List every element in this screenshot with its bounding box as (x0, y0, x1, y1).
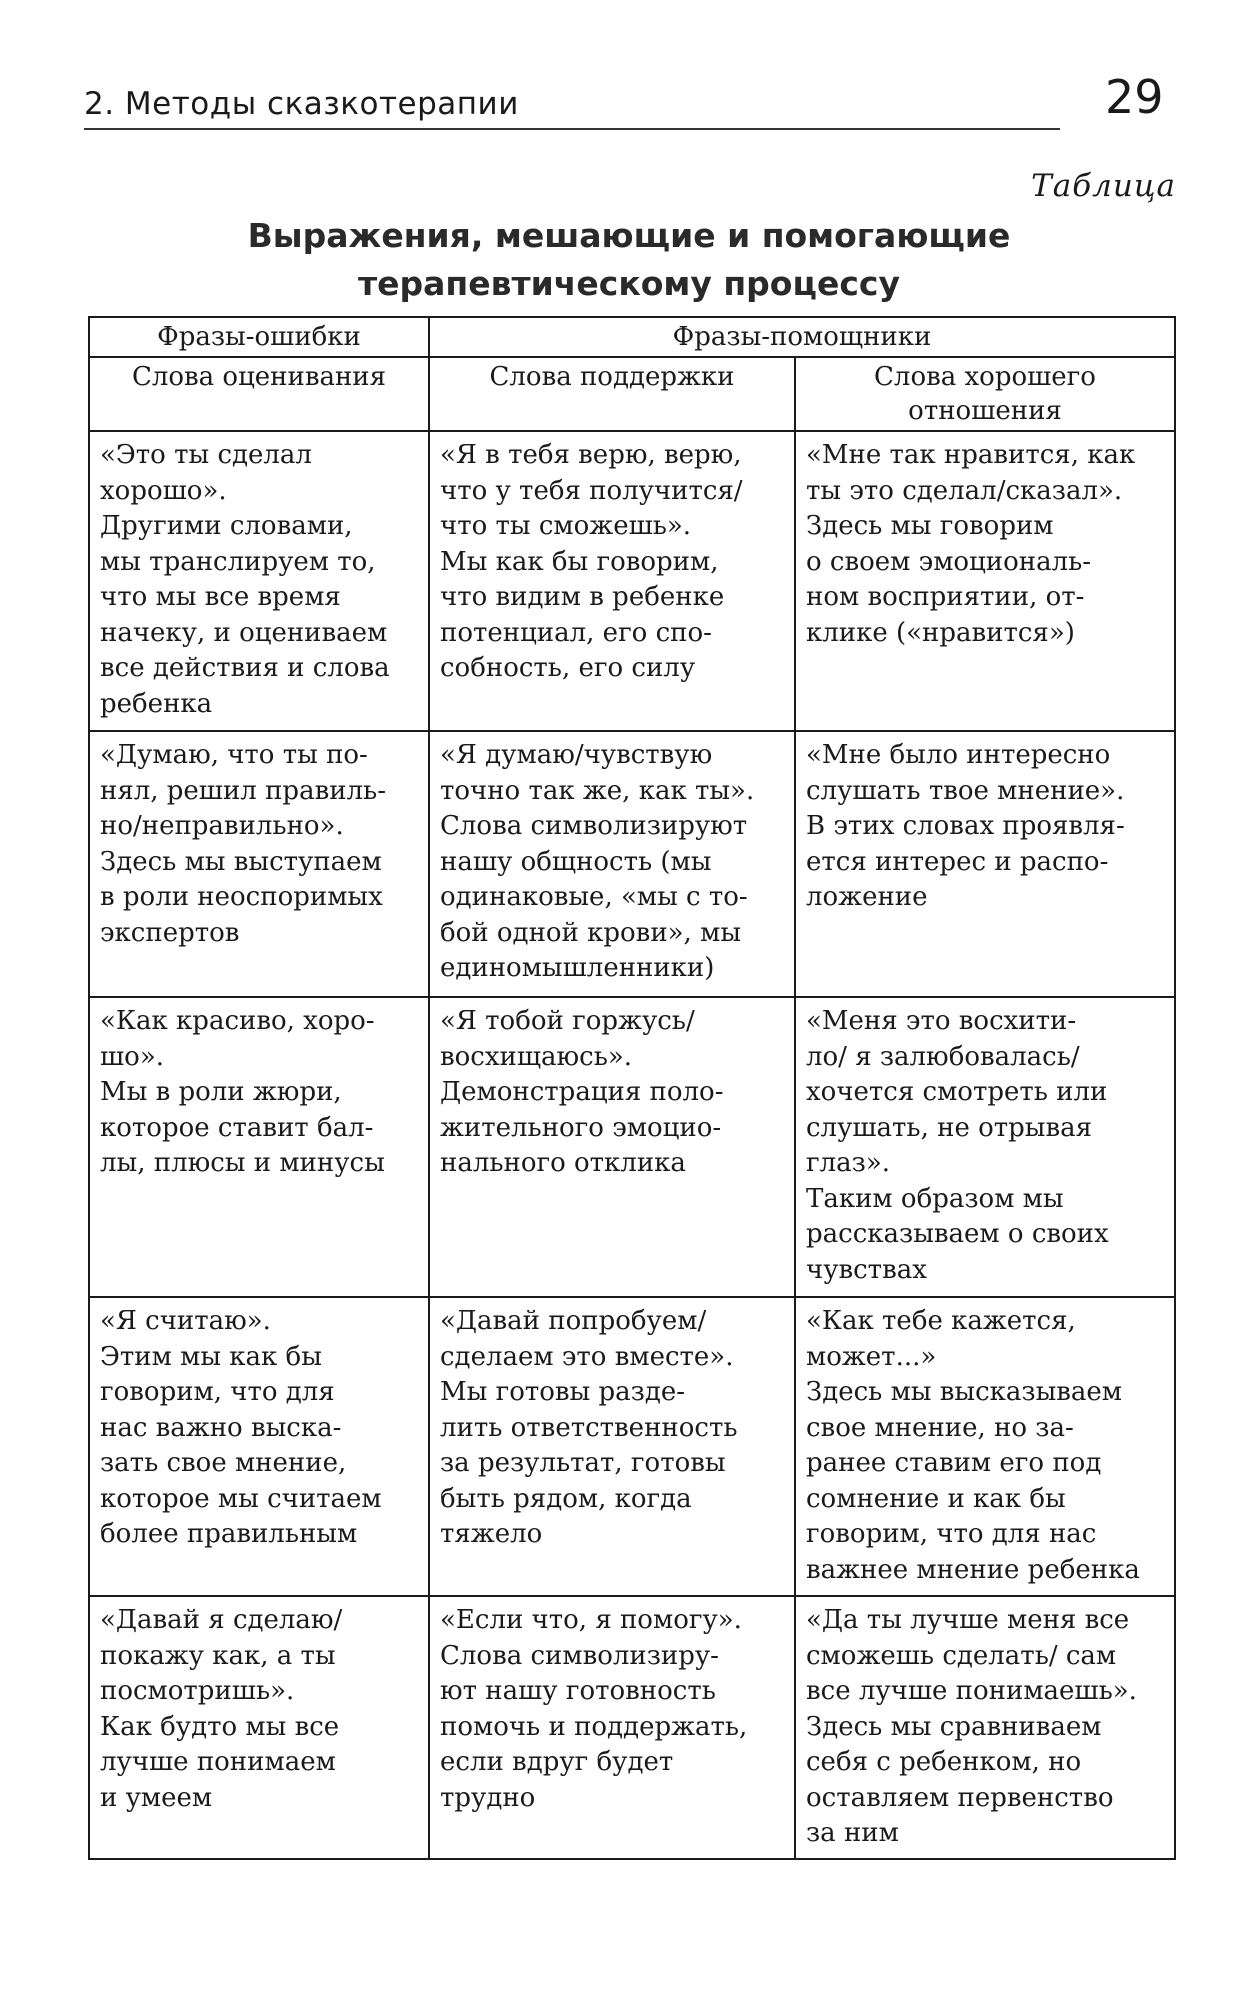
cell-text-line: «Я тобой горжусь/ (440, 1006, 695, 1036)
cell-text-line: все действия и слова (100, 653, 390, 683)
table-header-row (89, 317, 1175, 357)
cell-text-line: Здесь мы высказываем (806, 1377, 1123, 1407)
cell-text-line: лы, плюсы и минусы (100, 1148, 385, 1178)
header-group-errors: Фразы-ошибки (89, 317, 429, 357)
cell-text-line: Здесь мы говорим (806, 511, 1054, 541)
table-body (89, 431, 1175, 1859)
cell-support-phrase (429, 997, 795, 1297)
cell-text-line: «Я считаю». (100, 1306, 271, 1336)
table-title (84, 212, 1174, 308)
cell-text-line: что ты сможешь». (440, 511, 692, 541)
header-rule (84, 128, 1060, 130)
table-row (89, 431, 1175, 731)
cell-support-phrase (429, 1596, 795, 1859)
header-col-support: Слова поддержки (429, 357, 795, 431)
cell-text-line: «Я думаю/чувствую (440, 740, 713, 770)
cell-text-line: «Думаю, что ты по- (100, 740, 368, 770)
cell-text-line: посмотришь». (100, 1676, 295, 1706)
cell-text-line: Слова символизиру- (440, 1640, 719, 1671)
table-row (89, 731, 1175, 997)
cell-text-line: быть рядом, когда (440, 1483, 692, 1514)
cell-text-line: нашу общность (мы (440, 846, 712, 877)
phrases-table (88, 316, 1176, 1860)
page-number: 29 (1105, 70, 1164, 124)
cell-text-line: более правильным (100, 1519, 358, 1549)
cell-text-line: ранее ставим его под (806, 1448, 1102, 1478)
cell-text-line: зать свое мнение, (100, 1448, 347, 1478)
cell-text-line: Здесь мы сравниваем (806, 1711, 1102, 1742)
cell-text-line: все лучше понимаешь». (806, 1676, 1137, 1706)
cell-text-line: «Это ты сделал (100, 440, 312, 470)
header-col-good-attitude-line: отношения (908, 396, 1062, 426)
cell-text-line: «Мне было интересно (806, 740, 1111, 770)
cell-text-line: в роли неоспоримых (100, 882, 383, 912)
cell-good-attitude-phrase (795, 1596, 1175, 1859)
cell-text-line: «Я в тебя верю, верю, (440, 440, 742, 470)
header-group-helpers: Фразы-помощники (429, 317, 1175, 357)
cell-text-line: что мы все время (100, 582, 341, 612)
table-row (89, 1297, 1175, 1596)
cell-text-line: говорим, что для (100, 1377, 335, 1407)
cell-text-line: сделаем это вместе». (440, 1341, 734, 1372)
cell-text-line: «Да ты лучше меня все (806, 1605, 1130, 1635)
cell-text-line: начеку, и оцениваем (100, 617, 388, 648)
table-row (89, 1596, 1175, 1859)
cell-text-line: которое мы считаем (100, 1483, 382, 1514)
cell-text-line: «Мне так нравится, как (806, 440, 1136, 470)
cell-text-line: Мы готовы разде- (440, 1377, 685, 1407)
cell-text-line: «Давай я сделаю/ (100, 1605, 343, 1635)
cell-evaluation-phrase (89, 431, 429, 731)
cell-text-line: ложение (806, 882, 928, 912)
header-col-evaluation: Слова оценивания (89, 357, 429, 431)
cell-text-line: Как будто мы все (100, 1711, 340, 1742)
cell-text-line: «Давай попробуем/ (440, 1306, 707, 1336)
cell-text-line: ют нашу готовность (440, 1676, 716, 1706)
cell-good-attitude-phrase (795, 731, 1175, 997)
cell-good-attitude-phrase (795, 1297, 1175, 1596)
cell-support-phrase (429, 731, 795, 997)
cell-text-line: нального отклика (440, 1148, 686, 1178)
cell-text-line: оставляем первенство (806, 1782, 1114, 1813)
cell-text-line: за ним (806, 1818, 899, 1848)
cell-text-line: ном восприятии, от- (806, 582, 1085, 612)
cell-text-line: Этим мы как бы (100, 1341, 322, 1372)
cell-text-line: сможешь сделать/ сам (806, 1640, 1117, 1671)
cell-support-phrase (429, 431, 795, 731)
cell-text-line: клике («нравится») (806, 617, 1075, 648)
cell-text-line: Таким образом мы (806, 1183, 1064, 1214)
header-col-good-attitude-line: Слова хорошего (874, 362, 1096, 392)
cell-text-line: хочется смотреть или (806, 1077, 1108, 1107)
cell-text-line: Мы как бы говорим, (440, 546, 719, 577)
cell-text-line: ло/ я залюбовалась/ (806, 1041, 1080, 1072)
cell-text-line: восхищаюсь». (440, 1041, 633, 1072)
table-subheader-row (89, 357, 1175, 431)
cell-text-line: точно так же, как ты». (440, 775, 755, 806)
table-label: Таблица (1031, 168, 1176, 204)
cell-text-line: за результат, готовы (440, 1448, 726, 1478)
cell-text-line: шо». (100, 1041, 164, 1072)
cell-text-line: помочь и поддержать, (440, 1711, 748, 1742)
cell-text-line: «Если что, я помогу». (440, 1605, 742, 1635)
cell-text-line: тяжело (440, 1519, 543, 1549)
cell-good-attitude-phrase (795, 431, 1175, 731)
cell-text-line: говорим, что для нас (806, 1519, 1097, 1549)
cell-text-line: бой одной крови», мы (440, 917, 742, 948)
cell-text-line: единомышленники) (440, 953, 715, 983)
cell-text-line: которое ставит бал- (100, 1112, 374, 1143)
cell-text-line: себя с ребенком, но (806, 1747, 1082, 1777)
cell-text-line: чувствах (806, 1254, 927, 1285)
cell-text-line: глаз». (806, 1148, 890, 1178)
cell-evaluation-phrase (89, 997, 429, 1297)
cell-text-line: Другими словами, (100, 511, 353, 541)
cell-text-line: нас важно выска- (100, 1412, 342, 1443)
cell-text-line: слушать, не отрывая (806, 1112, 1093, 1143)
cell-text-line: Здесь мы выступаем (100, 846, 382, 877)
table-title-line: Выражения, мешающие и помогающие (247, 216, 1011, 255)
cell-text-line: ребенка (100, 688, 213, 719)
cell-evaluation-phrase (89, 1596, 429, 1859)
cell-text-line: рассказываем о своих (806, 1219, 1109, 1249)
cell-support-phrase (429, 1297, 795, 1596)
table-title-line: терапевтическому процессу (358, 264, 900, 303)
cell-text-line: жительного эмоцио- (440, 1112, 722, 1143)
cell-text-line: о своем эмоциональ- (806, 546, 1092, 577)
cell-text-line: «Как красиво, хоро- (100, 1006, 375, 1036)
cell-text-line: свое мнение, но за- (806, 1412, 1074, 1443)
cell-text-line: если вдруг будет (440, 1747, 674, 1777)
cell-text-line: мы транслируем то, (100, 546, 376, 577)
cell-text-line: В этих словах проявля- (806, 811, 1125, 841)
running-header-chapter: 2. Методы сказкотерапии (84, 86, 519, 122)
cell-text-line: трудно (440, 1782, 536, 1813)
cell-text-line: важнее мнение ребенка (806, 1554, 1140, 1585)
cell-text-line: лучше понимаем (100, 1747, 336, 1777)
cell-text-line: нял, решил правиль- (100, 775, 386, 806)
cell-good-attitude-phrase (795, 997, 1175, 1297)
cell-text-line: Слова символизируют (440, 811, 748, 841)
cell-text-line: Демонстрация поло- (440, 1077, 724, 1107)
table-row (89, 997, 1175, 1297)
cell-text-line: лить ответственность (440, 1412, 738, 1443)
cell-text-line: хорошо». (100, 475, 227, 506)
cell-text-line: ется интерес и распо- (806, 846, 1109, 877)
cell-text-line: потенциал, его спо- (440, 617, 712, 648)
cell-text-line: слушать твое мнение». (806, 775, 1125, 806)
cell-evaluation-phrase (89, 731, 429, 997)
cell-text-line: собность, его силу (440, 653, 696, 683)
cell-text-line: ты это сделал/сказал». (806, 475, 1123, 506)
cell-text-line: что видим в ребенке (440, 582, 725, 612)
cell-text-line: одинаковые, «мы с то- (440, 882, 748, 912)
cell-text-line: экспертов (100, 917, 240, 948)
cell-text-line: «Меня это восхити- (806, 1006, 1077, 1036)
cell-evaluation-phrase (89, 1297, 429, 1596)
cell-text-line: «Как тебе кажется, (806, 1306, 1076, 1336)
cell-text-line: Мы в роли жюри, (100, 1077, 342, 1107)
cell-text-line: и умеем (100, 1782, 213, 1813)
cell-text-line: но/неправильно». (100, 811, 344, 841)
header-col-good-attitude (795, 357, 1175, 431)
cell-text-line: может...» (806, 1341, 937, 1372)
cell-text-line: что у тебя получится/ (440, 475, 743, 506)
cell-text-line: сомнение и как бы (806, 1483, 1066, 1514)
cell-text-line: покажу как, а ты (100, 1640, 336, 1671)
